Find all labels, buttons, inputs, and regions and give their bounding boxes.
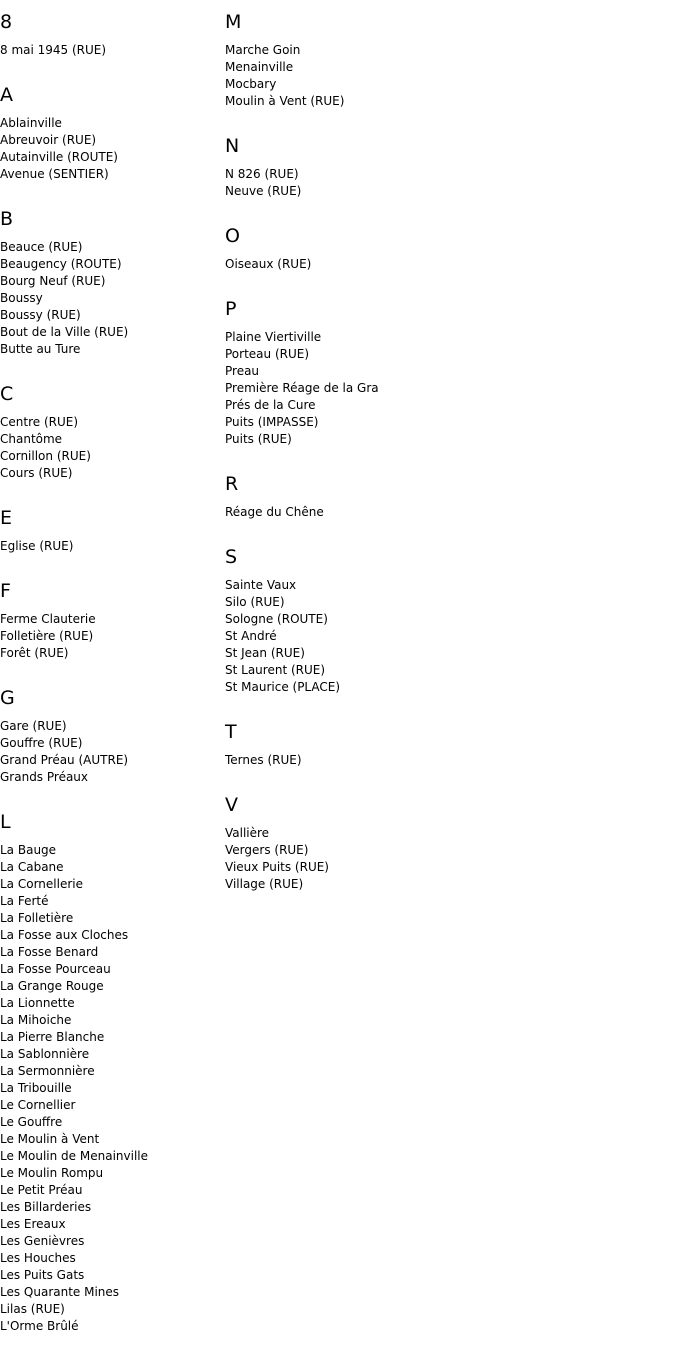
- street-list: [0, 407, 220, 482]
- street-link[interactable]: Avenue (SENTIER): [0, 167, 109, 181]
- street-link[interactable]: Beauce (RUE): [0, 240, 83, 254]
- street-list-item: [0, 893, 220, 910]
- street-link[interactable]: Boussy: [0, 291, 43, 305]
- street-link[interactable]: N 826 (RUE): [225, 167, 299, 181]
- street-link[interactable]: Forêt (RUE): [0, 646, 69, 660]
- street-list-item: [0, 1267, 220, 1284]
- street-list-item: [0, 645, 220, 662]
- street-link[interactable]: Butte au Ture: [0, 342, 81, 356]
- street-link[interactable]: La Ferté: [0, 894, 49, 908]
- street-list-item: [225, 594, 525, 611]
- letter-section: [225, 296, 525, 471]
- section-spacer: [0, 183, 220, 206]
- street-list-item: [225, 42, 525, 59]
- street-link[interactable]: Le Cornellier: [0, 1098, 76, 1112]
- street-list: [225, 35, 525, 110]
- street-list-item: [0, 1097, 220, 1114]
- street-list-item: [0, 256, 220, 273]
- letter-section: [225, 133, 525, 223]
- letter-section: [0, 809, 220, 1358]
- street-link[interactable]: Ternes (RUE): [225, 753, 302, 767]
- section-spacer: [0, 358, 220, 381]
- street-link[interactable]: Marche Goin: [225, 43, 301, 57]
- street-list-item: [0, 859, 220, 876]
- street-list-item: [0, 1114, 220, 1131]
- street-link[interactable]: La Fosse Benard: [0, 945, 99, 959]
- street-list-item: [0, 611, 220, 628]
- street-list-item: [225, 611, 525, 628]
- street-list-item: [0, 842, 220, 859]
- street-link[interactable]: Lilas (RUE): [0, 1302, 65, 1316]
- street-list-item: [0, 1233, 220, 1250]
- section-letter-heading: M: [225, 11, 242, 33]
- street-link[interactable]: 8 mai 1945 (RUE): [0, 43, 107, 57]
- street-link[interactable]: L'Orme Brûlé: [0, 1319, 79, 1333]
- section-spacer: [0, 555, 220, 578]
- street-list-item: [225, 859, 525, 876]
- street-list-item: [225, 76, 525, 93]
- street-link[interactable]: Beaugency (ROUTE): [0, 257, 122, 271]
- street-list-item: [0, 132, 220, 149]
- street-link[interactable]: Les Ereaux: [0, 1217, 66, 1231]
- street-link[interactable]: Puits (RUE): [225, 432, 292, 446]
- street-link[interactable]: St André: [225, 629, 277, 643]
- street-list-item: [225, 414, 525, 431]
- section-spacer: [225, 200, 525, 223]
- street-link[interactable]: Bourg Neuf (RUE): [0, 274, 106, 288]
- street-link[interactable]: Centre (RUE): [0, 415, 79, 429]
- section-spacer: [0, 482, 220, 505]
- section-spacer: [225, 448, 525, 471]
- section-spacer: [225, 769, 525, 792]
- section-spacer: [225, 893, 525, 916]
- street-list-item: [0, 448, 220, 465]
- street-list-item: [0, 1148, 220, 1165]
- street-list-item: [0, 273, 220, 290]
- section-letter-heading: T: [225, 721, 237, 743]
- street-link[interactable]: Chantôme: [0, 432, 63, 446]
- street-link[interactable]: Porteau (RUE): [225, 347, 310, 361]
- section-letter-heading: N: [225, 135, 240, 157]
- street-link[interactable]: La Fosse Pourceau: [0, 962, 111, 976]
- section-spacer: [225, 110, 525, 133]
- street-list-item: [225, 662, 525, 679]
- street-link[interactable]: St Maurice (PLACE): [225, 680, 341, 694]
- street-list: [225, 322, 525, 448]
- street-link[interactable]: Plaine Viertiville: [225, 330, 322, 344]
- section-letter-heading: R: [225, 473, 239, 495]
- street-link[interactable]: Neuve (RUE): [225, 184, 302, 198]
- section-letter-heading: B: [0, 208, 14, 230]
- street-list-item: [0, 978, 220, 995]
- street-list-item: [0, 944, 220, 961]
- section-letter-heading: L: [0, 811, 11, 833]
- street-list-item: [0, 628, 220, 645]
- street-list-item: [0, 465, 220, 482]
- street-link[interactable]: Bout de la Ville (RUE): [0, 325, 129, 339]
- street-list: [225, 818, 525, 893]
- street-link[interactable]: La Bauge: [0, 843, 57, 857]
- street-link[interactable]: Les Puits Gats: [0, 1268, 85, 1282]
- street-list-item: [0, 769, 220, 786]
- street-link[interactable]: La Grange Rouge: [0, 979, 104, 993]
- letter-section: [225, 471, 525, 544]
- section-spacer: [225, 521, 525, 544]
- letter-section: [225, 544, 525, 719]
- street-link[interactable]: La Tribouille: [0, 1081, 72, 1095]
- street-link[interactable]: Le Moulin Rompu: [0, 1166, 104, 1180]
- street-link[interactable]: Première Réage de la Gra: [225, 381, 379, 395]
- street-link[interactable]: Boussy (RUE): [0, 308, 81, 322]
- street-link[interactable]: Cornillon (RUE): [0, 449, 91, 463]
- street-list-item: [225, 679, 525, 696]
- street-link[interactable]: Les Quarante Mines: [0, 1285, 120, 1299]
- section-letter-heading: G: [0, 687, 15, 709]
- street-link[interactable]: Vergers (RUE): [225, 843, 309, 857]
- street-list-item: [0, 324, 220, 341]
- street-link[interactable]: La Mihoiche: [0, 1013, 72, 1027]
- street-link[interactable]: Gare (RUE): [0, 719, 67, 733]
- street-link[interactable]: La Lionnette: [0, 996, 75, 1010]
- street-link[interactable]: Cours (RUE): [0, 466, 73, 480]
- street-list-item: [225, 93, 525, 110]
- street-link[interactable]: La Sermonnière: [0, 1064, 95, 1078]
- street-list: [225, 249, 525, 273]
- street-link[interactable]: Village (RUE): [225, 877, 304, 891]
- letter-section: [0, 206, 220, 381]
- section-spacer: [225, 696, 525, 719]
- street-link[interactable]: Ferme Clauterie: [0, 612, 96, 626]
- street-link[interactable]: Moulin à Vent (RUE): [225, 94, 345, 108]
- section-letter-heading: A: [0, 84, 13, 106]
- street-link[interactable]: Abreuvoir (RUE): [0, 133, 97, 147]
- street-list-item: [0, 307, 220, 324]
- street-list: [0, 711, 220, 786]
- street-list-item: [225, 752, 525, 769]
- letter-section: [225, 9, 525, 133]
- street-link[interactable]: Vieux Puits (RUE): [225, 860, 329, 874]
- street-list: [0, 232, 220, 358]
- street-list-item: [0, 414, 220, 431]
- street-list: [225, 570, 525, 696]
- street-list-item: [0, 115, 220, 132]
- street-list: [0, 531, 220, 555]
- street-list-item: [0, 149, 220, 166]
- street-list-item: [0, 166, 220, 183]
- street-list-item: [225, 431, 525, 448]
- street-link[interactable]: Les Genièvres: [0, 1234, 85, 1248]
- section-spacer: [0, 59, 220, 82]
- street-link[interactable]: Le Moulin de Menainville: [0, 1149, 148, 1163]
- letter-section: [225, 792, 525, 916]
- street-list-item: [0, 1165, 220, 1182]
- section-spacer: [225, 273, 525, 296]
- street-link[interactable]: Preau: [225, 364, 260, 378]
- street-link[interactable]: La Pierre Blanche: [0, 1030, 105, 1044]
- street-list-item: [0, 718, 220, 735]
- street-list-item: [225, 256, 525, 273]
- street-list-item: [0, 1250, 220, 1267]
- street-list-item: [225, 380, 525, 397]
- street-index-right-column: [225, 9, 525, 916]
- street-link[interactable]: Réage du Chêne: [225, 505, 324, 519]
- street-link[interactable]: Eglise (RUE): [0, 539, 74, 553]
- street-link[interactable]: Silo (RUE): [225, 595, 285, 609]
- street-link[interactable]: Prés de la Cure: [225, 398, 316, 412]
- street-list-item: [225, 645, 525, 662]
- street-list-item: [0, 1318, 220, 1335]
- street-list-item: [225, 59, 525, 76]
- street-link[interactable]: Mocbary: [225, 77, 277, 91]
- letter-section: [225, 719, 525, 792]
- street-list-item: [225, 577, 525, 594]
- section-letter-heading: F: [0, 580, 11, 602]
- street-list-item: [0, 1046, 220, 1063]
- letter-section: [0, 9, 220, 82]
- street-link[interactable]: La Fosse aux Cloches: [0, 928, 129, 942]
- street-list-item: [0, 1029, 220, 1046]
- letter-section: [0, 505, 220, 578]
- street-link[interactable]: La Cabane: [0, 860, 64, 874]
- street-list-item: [0, 290, 220, 307]
- street-link[interactable]: Grands Préaux: [0, 770, 89, 784]
- letter-section: [0, 82, 220, 206]
- street-list-item: [0, 431, 220, 448]
- street-link[interactable]: Le Petit Préau: [0, 1183, 83, 1197]
- street-list-item: [0, 961, 220, 978]
- street-list-item: [225, 842, 525, 859]
- street-list-item: [0, 1012, 220, 1029]
- letter-section: [0, 381, 220, 505]
- letter-section: [0, 685, 220, 809]
- street-list-item: [225, 397, 525, 414]
- street-list: [225, 745, 525, 769]
- street-link[interactable]: Grand Préau (AUTRE): [0, 753, 129, 767]
- street-list-item: [225, 504, 525, 521]
- section-spacer: [0, 662, 220, 685]
- section-letter-heading: C: [0, 383, 14, 405]
- street-list-item: [0, 910, 220, 927]
- street-link[interactable]: Oiseaux (RUE): [225, 257, 312, 271]
- street-list: [225, 159, 525, 200]
- street-link[interactable]: St Laurent (RUE): [225, 663, 326, 677]
- street-list-item: [0, 995, 220, 1012]
- section-letter-heading: E: [0, 507, 13, 529]
- section-letter-heading: 8: [0, 11, 13, 33]
- street-list-item: [225, 346, 525, 363]
- street-index-left-column: [0, 9, 220, 1358]
- street-link[interactable]: Puits (IMPASSE): [225, 415, 319, 429]
- section-letter-heading: P: [225, 298, 237, 320]
- street-list-item: [0, 1216, 220, 1233]
- street-link[interactable]: Vallière: [225, 826, 270, 840]
- street-list-item: [0, 735, 220, 752]
- street-link[interactable]: Sainte Vaux: [225, 578, 297, 592]
- street-list-item: [225, 329, 525, 346]
- street-list-item: [0, 876, 220, 893]
- street-link[interactable]: Autainville (ROUTE): [0, 150, 118, 164]
- street-list-item: [225, 876, 525, 893]
- street-list-item: [0, 927, 220, 944]
- street-list-item: [0, 42, 220, 59]
- section-spacer: [0, 1335, 220, 1358]
- street-link[interactable]: Gouffre (RUE): [0, 736, 83, 750]
- street-link[interactable]: Folletière (RUE): [0, 629, 94, 643]
- street-link[interactable]: Les Billarderies: [0, 1200, 92, 1214]
- street-list: [0, 35, 220, 59]
- section-letter-heading: O: [225, 225, 240, 247]
- street-list-item: [0, 239, 220, 256]
- street-link[interactable]: St Jean (RUE): [225, 646, 305, 660]
- street-list-item: [0, 1199, 220, 1216]
- street-link[interactable]: Le Moulin à Vent: [0, 1132, 100, 1146]
- street-link[interactable]: La Cornellerie: [0, 877, 83, 891]
- section-letter-heading: V: [225, 794, 238, 816]
- street-list: [0, 604, 220, 662]
- street-list-item: [225, 183, 525, 200]
- street-link[interactable]: La Sablonnière: [0, 1047, 90, 1061]
- street-list: [0, 108, 220, 183]
- street-link[interactable]: Sologne (ROUTE): [225, 612, 328, 626]
- street-link[interactable]: Ablainville: [0, 116, 62, 130]
- street-link[interactable]: Menainville: [225, 60, 294, 74]
- letter-section: [225, 223, 525, 296]
- street-link[interactable]: Les Houches: [0, 1251, 76, 1265]
- street-list: [225, 497, 525, 521]
- street-link[interactable]: Le Gouffre: [0, 1115, 63, 1129]
- street-link[interactable]: La Folletière: [0, 911, 74, 925]
- street-list-item: [0, 1063, 220, 1080]
- street-list-item: [0, 341, 220, 358]
- letter-section: [0, 578, 220, 685]
- street-list-item: [0, 752, 220, 769]
- street-list: [0, 835, 220, 1335]
- street-list-item: [0, 1182, 220, 1199]
- street-list-item: [0, 1131, 220, 1148]
- street-list-item: [225, 628, 525, 645]
- street-list-item: [0, 538, 220, 555]
- section-letter-heading: S: [225, 546, 238, 568]
- section-spacer: [0, 786, 220, 809]
- street-list-item: [0, 1284, 220, 1301]
- street-list-item: [225, 363, 525, 380]
- street-list-item: [225, 825, 525, 842]
- street-list-item: [0, 1080, 220, 1097]
- street-list-item: [225, 166, 525, 183]
- street-list-item: [0, 1301, 220, 1318]
